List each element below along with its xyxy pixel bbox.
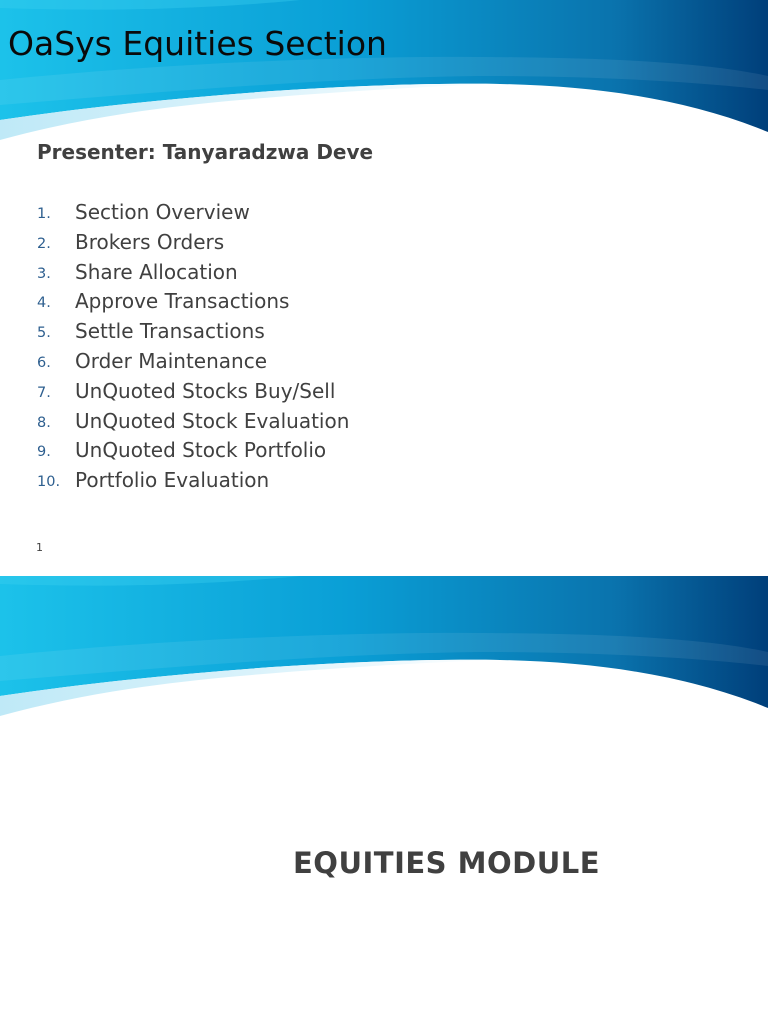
agenda-number: 10. — [37, 474, 61, 491]
agenda-number: 7. — [37, 384, 51, 401]
agenda-number: 5. — [37, 325, 51, 342]
agenda-label: UnQuoted Stocks Buy/Sell — [75, 378, 336, 403]
header-swoosh-banner — [0, 576, 768, 736]
agenda-number: 1. — [37, 206, 51, 222]
agenda-number: 3. — [37, 265, 51, 282]
module-title: EQUITIES MODULE — [293, 846, 601, 880]
agenda-number: 9. — [37, 444, 51, 461]
agenda-number: 8. — [37, 414, 51, 431]
agenda-label: Settle Transactions — [75, 319, 265, 344]
agenda-label: UnQuoted Stock Evaluation — [75, 408, 350, 433]
slide-2 — [0, 576, 768, 1024]
agenda-label: Portfolio Evaluation — [75, 468, 270, 493]
agenda-number: 4. — [37, 295, 51, 312]
page-number: 1 — [36, 541, 43, 554]
presenter-line: Presenter: Tanyaradzwa Deve — [37, 140, 374, 164]
agenda-number: 2. — [37, 235, 51, 252]
agenda-label: Share Allocation — [75, 259, 238, 284]
agenda-label: Order Maintenance — [75, 348, 267, 373]
agenda-number: 6. — [37, 354, 51, 371]
agenda-label: Brokers Orders — [75, 229, 225, 254]
slide-title: OaSys Equities Section — [8, 24, 387, 63]
agenda-label: Approve Transactions — [75, 289, 290, 314]
agenda-label: UnQuoted Stock Portfolio — [75, 438, 327, 463]
agenda-label: Section Overview — [75, 200, 250, 224]
